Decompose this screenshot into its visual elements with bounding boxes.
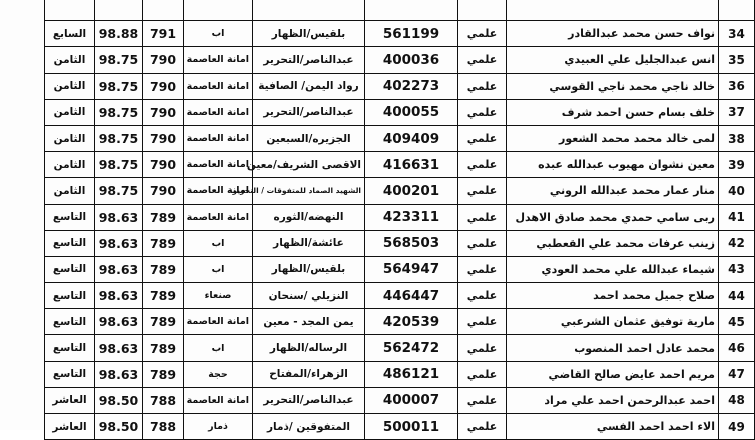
table-row	[45, 21, 755, 47]
table-row	[45, 387, 755, 413]
cell-branch: علمي	[458, 256, 507, 282]
cell-num: 38	[719, 125, 755, 151]
cell-seat: 486121	[365, 361, 458, 387]
cell-total: 790	[143, 47, 184, 73]
cell-pct: 98.75	[95, 47, 143, 73]
cell-name: خلف بسام حسن احمد شرف	[507, 99, 719, 125]
cell-gov: حجة	[184, 361, 253, 387]
cell-num: 42	[719, 230, 755, 256]
cell-gov: صنعاء	[184, 283, 253, 309]
cell-branch: علمي	[458, 152, 507, 178]
cell-rank: التاسع	[45, 230, 95, 256]
cell-name: ربى سامي حمدي محمد صادق الاهدل	[507, 204, 719, 230]
cell-pct: 98.63	[95, 361, 143, 387]
cell-pct: 98.75	[95, 99, 143, 125]
table-row	[45, 309, 755, 335]
cell-name	[507, 0, 719, 21]
cell-num: 39	[719, 152, 755, 178]
cell-total: 789	[143, 283, 184, 309]
cell-num: 34	[719, 21, 755, 47]
cell-num: 40	[719, 178, 755, 204]
table-row	[45, 125, 755, 151]
cell-total: 789	[143, 309, 184, 335]
results-table	[44, 0, 755, 440]
cell-seat: 409409	[365, 125, 458, 151]
cell-gov: امانة العاصمة	[184, 99, 253, 125]
cell-num: 45	[719, 309, 755, 335]
cell-rank: العاشر	[45, 387, 95, 413]
cell-total: 790	[143, 125, 184, 151]
results-table-body	[45, 0, 755, 440]
cell-branch: علمي	[458, 204, 507, 230]
cell-rank: التاسع	[45, 335, 95, 361]
cell-total: 791	[143, 21, 184, 47]
cell-pct: 98.75	[95, 152, 143, 178]
cell-seat: 561199	[365, 21, 458, 47]
cell-branch	[458, 0, 507, 21]
cell-branch: علمي	[458, 309, 507, 335]
cell-rank: الثامن	[45, 125, 95, 151]
cell-gov	[184, 0, 253, 21]
cell-num: 47	[719, 361, 755, 387]
cell-pct: 98.63	[95, 256, 143, 282]
cell-num: 41	[719, 204, 755, 230]
cell-rank: التاسع	[45, 204, 95, 230]
table-row	[45, 73, 755, 99]
cell-branch: علمي	[458, 387, 507, 413]
cell-name: مارية توفيق عثمان الشرعبي	[507, 309, 719, 335]
cell-name: لمى خالد محمد محمد الشعور	[507, 125, 719, 151]
table-row	[45, 47, 755, 73]
cell-total: 788	[143, 414, 184, 440]
table-row	[45, 178, 755, 204]
cell-gov: اب	[184, 256, 253, 282]
cell-rank: الثامن	[45, 152, 95, 178]
cell-seat: 402273	[365, 73, 458, 99]
cell-school: عبدالناصر/التحرير	[253, 99, 365, 125]
table-row	[45, 0, 755, 21]
cell-rank: الثامن	[45, 99, 95, 125]
cell-branch: علمي	[458, 47, 507, 73]
cell-total: 789	[143, 230, 184, 256]
cell-school: النزيلي /سنحان	[253, 283, 365, 309]
cell-name: خالد ناجي محمد ناجي القوسي	[507, 73, 719, 99]
cell-branch: علمي	[458, 335, 507, 361]
cell-seat: 500011	[365, 414, 458, 440]
cell-rank: التاسع	[45, 361, 95, 387]
cell-gov: امانة العاصمة	[184, 178, 253, 204]
cell-total: 789	[143, 361, 184, 387]
cell-school: الجزيره/السبعين	[253, 125, 365, 151]
cell-pct: 98.75	[95, 178, 143, 204]
cell-branch: علمي	[458, 283, 507, 309]
cell-gov: امانة العاصمة	[184, 125, 253, 151]
cell-gov: امانة العاصمة	[184, 309, 253, 335]
cell-pct: 98.63	[95, 230, 143, 256]
table-row	[45, 335, 755, 361]
cell-pct: 98.75	[95, 73, 143, 99]
cell-gov: امانة العاصمة	[184, 387, 253, 413]
cell-branch: علمي	[458, 178, 507, 204]
cell-rank: السابع	[45, 21, 95, 47]
cell-name: محمد عادل احمد المنصوب	[507, 335, 719, 361]
cell-name: الاء احمد احمد الفسي	[507, 414, 719, 440]
cell-pct: 98.50	[95, 387, 143, 413]
cell-rank: التاسع	[45, 309, 95, 335]
table-row	[45, 99, 755, 125]
cell-rank	[45, 0, 95, 21]
cell-seat: 562472	[365, 335, 458, 361]
cell-pct: 98.88	[95, 21, 143, 47]
cell-name: انس عبدالجليل علي العبيدي	[507, 47, 719, 73]
cell-seat: 400036	[365, 47, 458, 73]
cell-school: يمن المجد - معين	[253, 309, 365, 335]
cell-branch: علمي	[458, 361, 507, 387]
table-row	[45, 152, 755, 178]
cell-seat: 400007	[365, 387, 458, 413]
cell-gov: امانة العاصمة	[184, 204, 253, 230]
cell-num: 37	[719, 99, 755, 125]
cell-branch: علمي	[458, 73, 507, 99]
cell-gov: اب	[184, 230, 253, 256]
cell-seat: 564947	[365, 256, 458, 282]
cell-total: 789	[143, 256, 184, 282]
cell-school: عبدالناصر/التحرير	[253, 47, 365, 73]
cell-school: عبدالناصر/التحرير	[253, 387, 365, 413]
cell-total: 789	[143, 335, 184, 361]
cell-seat: 423311	[365, 204, 458, 230]
cell-seat: 400055	[365, 99, 458, 125]
table-row	[45, 283, 755, 309]
cell-rank: الثامن	[45, 73, 95, 99]
cell-total: 790	[143, 152, 184, 178]
cell-branch: علمي	[458, 414, 507, 440]
cell-pct: 98.75	[95, 125, 143, 151]
cell-seat: 568503	[365, 230, 458, 256]
cell-pct: 98.63	[95, 204, 143, 230]
cell-gov: امانة العاصمة	[184, 152, 253, 178]
cell-gov: اب	[184, 335, 253, 361]
cell-rank: العاشر	[45, 414, 95, 440]
cell-gov: اب	[184, 21, 253, 47]
cell-name: مريم احمد عايض صالح القاضي	[507, 361, 719, 387]
cell-total: 788	[143, 387, 184, 413]
cell-total: 789	[143, 204, 184, 230]
cell-gov: امانة العاصمة	[184, 73, 253, 99]
cell-school: الرساله/الظهار	[253, 335, 365, 361]
cell-name: معين نشوان مهيوب عبدالله عبده	[507, 152, 719, 178]
cell-num: 36	[719, 73, 755, 99]
cell-gov: امانة العاصمة	[184, 47, 253, 73]
cell-school: بلقيس/الظهار	[253, 256, 365, 282]
cell-total: 790	[143, 178, 184, 204]
table-row	[45, 361, 755, 387]
cell-seat: 420539	[365, 309, 458, 335]
cell-rank: التاسع	[45, 256, 95, 282]
cell-pct: 98.63	[95, 309, 143, 335]
cell-num: 48	[719, 387, 755, 413]
cell-total: 790	[143, 73, 184, 99]
cell-seat: 400201	[365, 178, 458, 204]
cell-seat: 446447	[365, 283, 458, 309]
cell-school: بلقيس/الظهار	[253, 21, 365, 47]
cell-school: المتفوقين /ذمار	[253, 414, 365, 440]
table-row	[45, 204, 755, 230]
cell-school	[253, 0, 365, 21]
cell-num: 43	[719, 256, 755, 282]
cell-pct: 98.63	[95, 283, 143, 309]
cell-num: 35	[719, 47, 755, 73]
cell-gov: ذمار	[184, 414, 253, 440]
cell-branch: علمي	[458, 230, 507, 256]
cell-school: الزهراء/المفتاح	[253, 361, 365, 387]
cell-branch: علمي	[458, 125, 507, 151]
table-row	[45, 256, 755, 282]
cell-name: شيماء عبدالله علي محمد العودي	[507, 256, 719, 282]
cell-seat	[365, 0, 458, 21]
cell-num: 46	[719, 335, 755, 361]
cell-pct	[95, 0, 143, 21]
cell-rank: التاسع	[45, 283, 95, 309]
cell-name: نواف حسن محمد عبدالقادر	[507, 21, 719, 47]
cell-school: رواد اليمن/ الصافية	[253, 73, 365, 99]
table-row	[45, 414, 755, 440]
cell-school: النهضه/الثوره	[253, 204, 365, 230]
cell-total	[143, 0, 184, 21]
cell-school: الشهيد الصماد للمتفوقات / التحرير	[253, 178, 365, 204]
cell-name: احمد عبدالرحمن احمد علي مراد	[507, 387, 719, 413]
cell-num: 49	[719, 414, 755, 440]
cell-school: عائشة/الظهار	[253, 230, 365, 256]
cell-num	[719, 0, 755, 21]
cell-rank: الثامن	[45, 47, 95, 73]
cell-num: 44	[719, 283, 755, 309]
cell-name: صلاح جميل محمد احمد	[507, 283, 719, 309]
cell-pct: 98.63	[95, 335, 143, 361]
cell-branch: علمي	[458, 21, 507, 47]
cell-branch: علمي	[458, 99, 507, 125]
cell-name: زينب عرفات محمد علي القعطبي	[507, 230, 719, 256]
cell-name: منار عمار محمد عبدالله الروني	[507, 178, 719, 204]
cell-pct: 98.50	[95, 414, 143, 440]
cell-total: 790	[143, 99, 184, 125]
cell-rank: الثامن	[45, 178, 95, 204]
cell-seat: 416631	[365, 152, 458, 178]
table-row	[45, 230, 755, 256]
cell-school: الاقصى الشريف/معين	[253, 152, 365, 178]
